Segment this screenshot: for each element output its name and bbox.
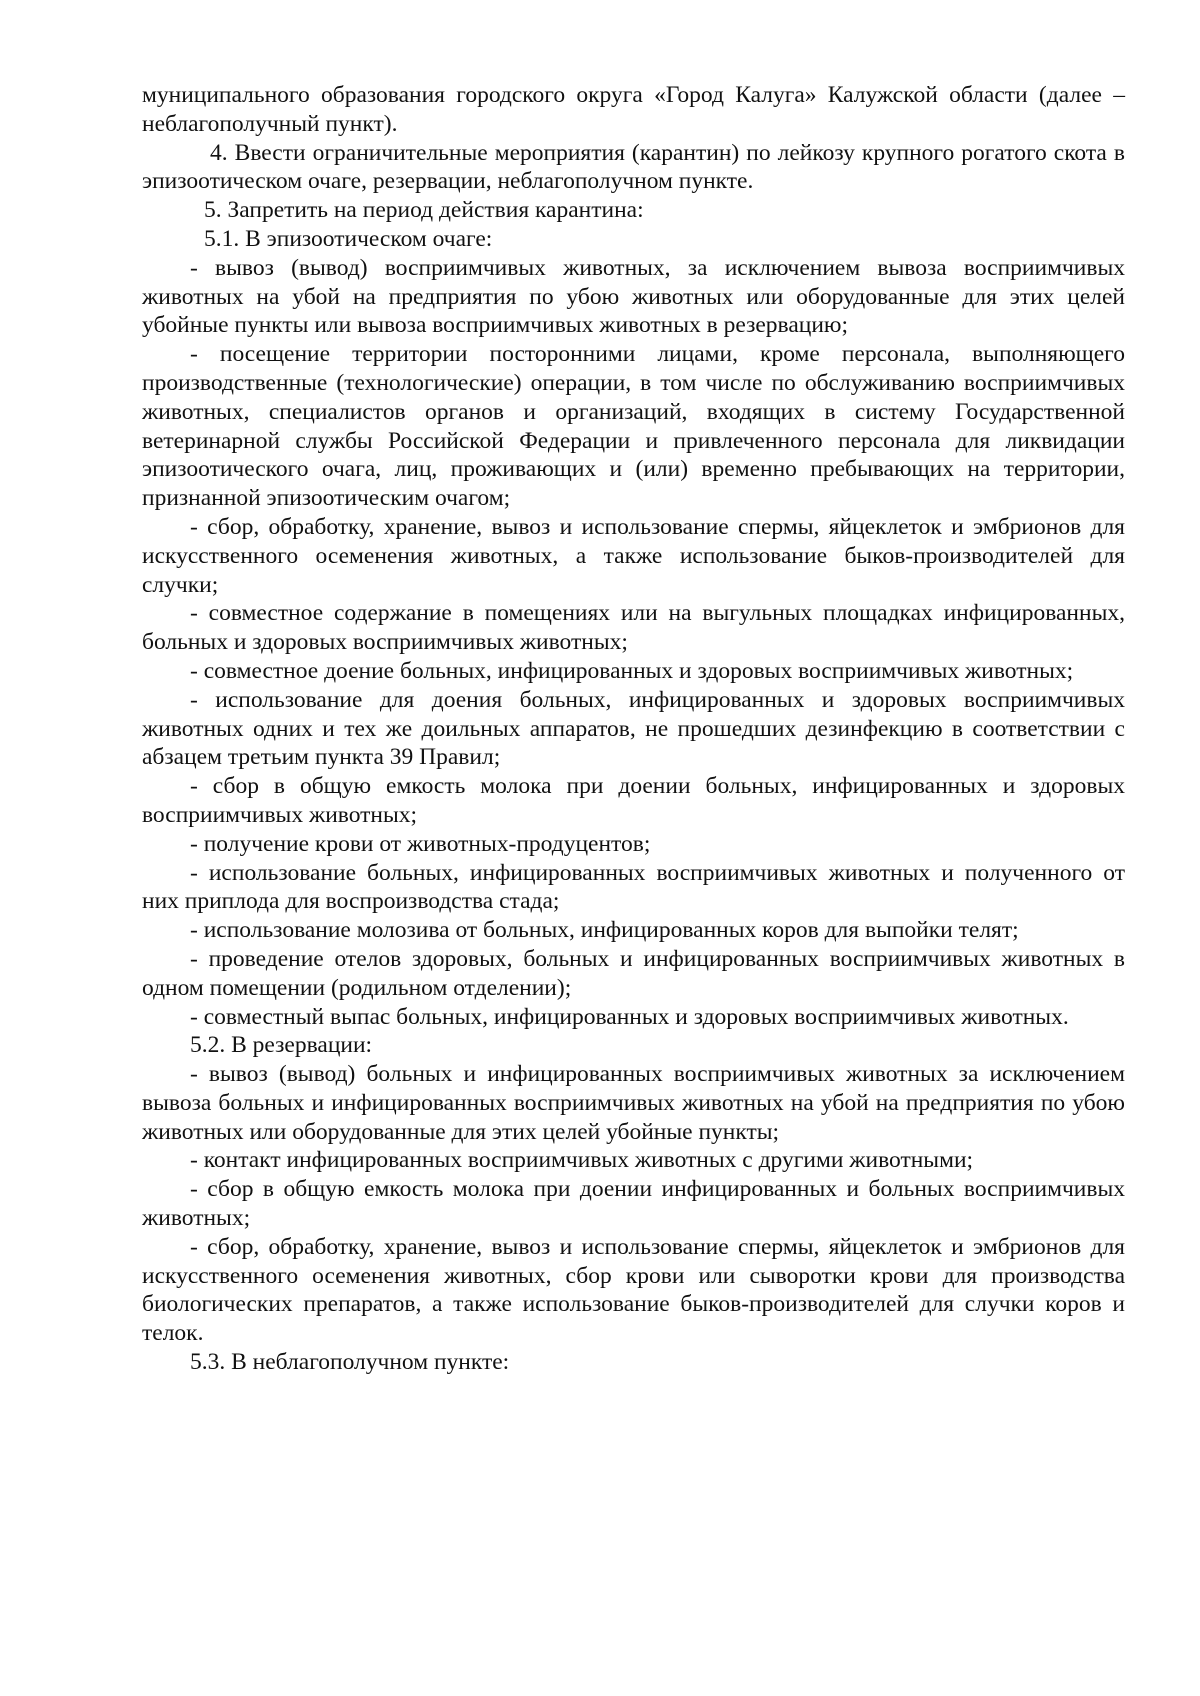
list-item: - использование молозива от больных, инфицированных коров для выпойки телят; xyxy=(190,917,1019,944)
list-item: - совместный выпас больных, инфицированных и здоровых восприимчивых животных. xyxy=(190,1003,1069,1030)
paragraph-item-4: 4. Ввести ограничительные мероприятия (карантин) по лейкозу крупного рогатого скота в эпизоотическом очаге, резервации, неблагополучном пункте. xyxy=(142,139,1125,195)
list-item: - сбор, обработку, хранение, вывоз и использование спермы, яйцеклеток и эмбрионов для искусственного осеменения животных, а также использование быков-производителей для случки; xyxy=(142,513,1125,598)
list-item: - совместное доение больных, инфицированных и здоровых восприимчивых животных; xyxy=(190,657,1074,684)
list-item: - использование для доения больных, инфицированных и здоровых восприимчивых животных одних и тех же доильных аппаратов, не прошедших дезинфекцию в соответствии с абзацем третьим пункта 39 Правил; xyxy=(142,686,1125,771)
list-item: - использование больных, инфицированных восприимчивых животных и полученного от них приплода для воспроизводства стада; xyxy=(142,859,1125,915)
list-item: - получение крови от животных-продуцентов; xyxy=(190,830,651,857)
list-item: - контакт инфицированных восприимчивых животных с другими животными; xyxy=(190,1147,974,1174)
paragraph-item-5: 5. Запретить на период действия карантина: xyxy=(204,197,644,224)
list-item: - сбор в общую емкость молока при доении инфицированных и больных восприимчивых животных; xyxy=(142,1176,1125,1232)
list-item: - сбор в общую емкость молока при доении больных, инфицированных и здоровых восприимчивых животных; xyxy=(142,773,1125,828)
paragraph-continuation: муниципального образования городского округа «Город Калуга» Калужской области (далее – неблагополучный пункт). xyxy=(142,82,1125,137)
list-item: - совместное содержание в помещениях или на выгульных площадках инфицированных, больных и здоровых восприимчивых животных; xyxy=(142,600,1125,656)
list-item: - сбор, обработку, хранение, вывоз и использование спермы, яйцеклеток и эмбрионов для искусственного осеменения животных, сбор крови или сыворотки крови для производства биологических препаратов, а также использование быков-производителей для случки коров и телок. xyxy=(142,1233,1125,1347)
subheading-5-1: 5.1. В эпизоотическом очаге: xyxy=(204,225,493,252)
list-item: - вывоз (вывод) восприимчивых животных, за исключением вывоза восприимчивых животных на убой на предприятия по убою животных или оборудованные для этих целей убойные пункты или вывоза восприимчивых животных в резервацию; xyxy=(142,254,1125,339)
subheading-5-2: 5.2. В резервации: xyxy=(190,1032,373,1059)
document-body xyxy=(142,81,1125,1377)
subheading-5-3: 5.3. В неблагополучном пункте: xyxy=(190,1349,510,1376)
list-item: - проведение отелов здоровых, больных и инфицированных восприимчивых животных в одном помещении (родильном отделении); xyxy=(142,945,1125,1001)
list-item: - вывоз (вывод) больных и инфицированных восприимчивых животных за исключением вывоза больных и инфицированных восприимчивых животных на убой на предприятия по убою животных или оборудованные для этих целей убойные пункты; xyxy=(142,1061,1125,1145)
list-item: - посещение территории посторонними лицами, кроме персонала, выполняющего производственные (технологические) операции, в том числе по обслуживанию восприимчивых животных, специалистов органов и организаций, входящих в систему Государственной ветеринарной службы Российской Федерации и привлеченного персонала для ликвидации эпизоотического очага, лиц, проживающих и (или) временно пребывающих на территории, признанной эпизоотическим очагом; xyxy=(142,341,1125,512)
